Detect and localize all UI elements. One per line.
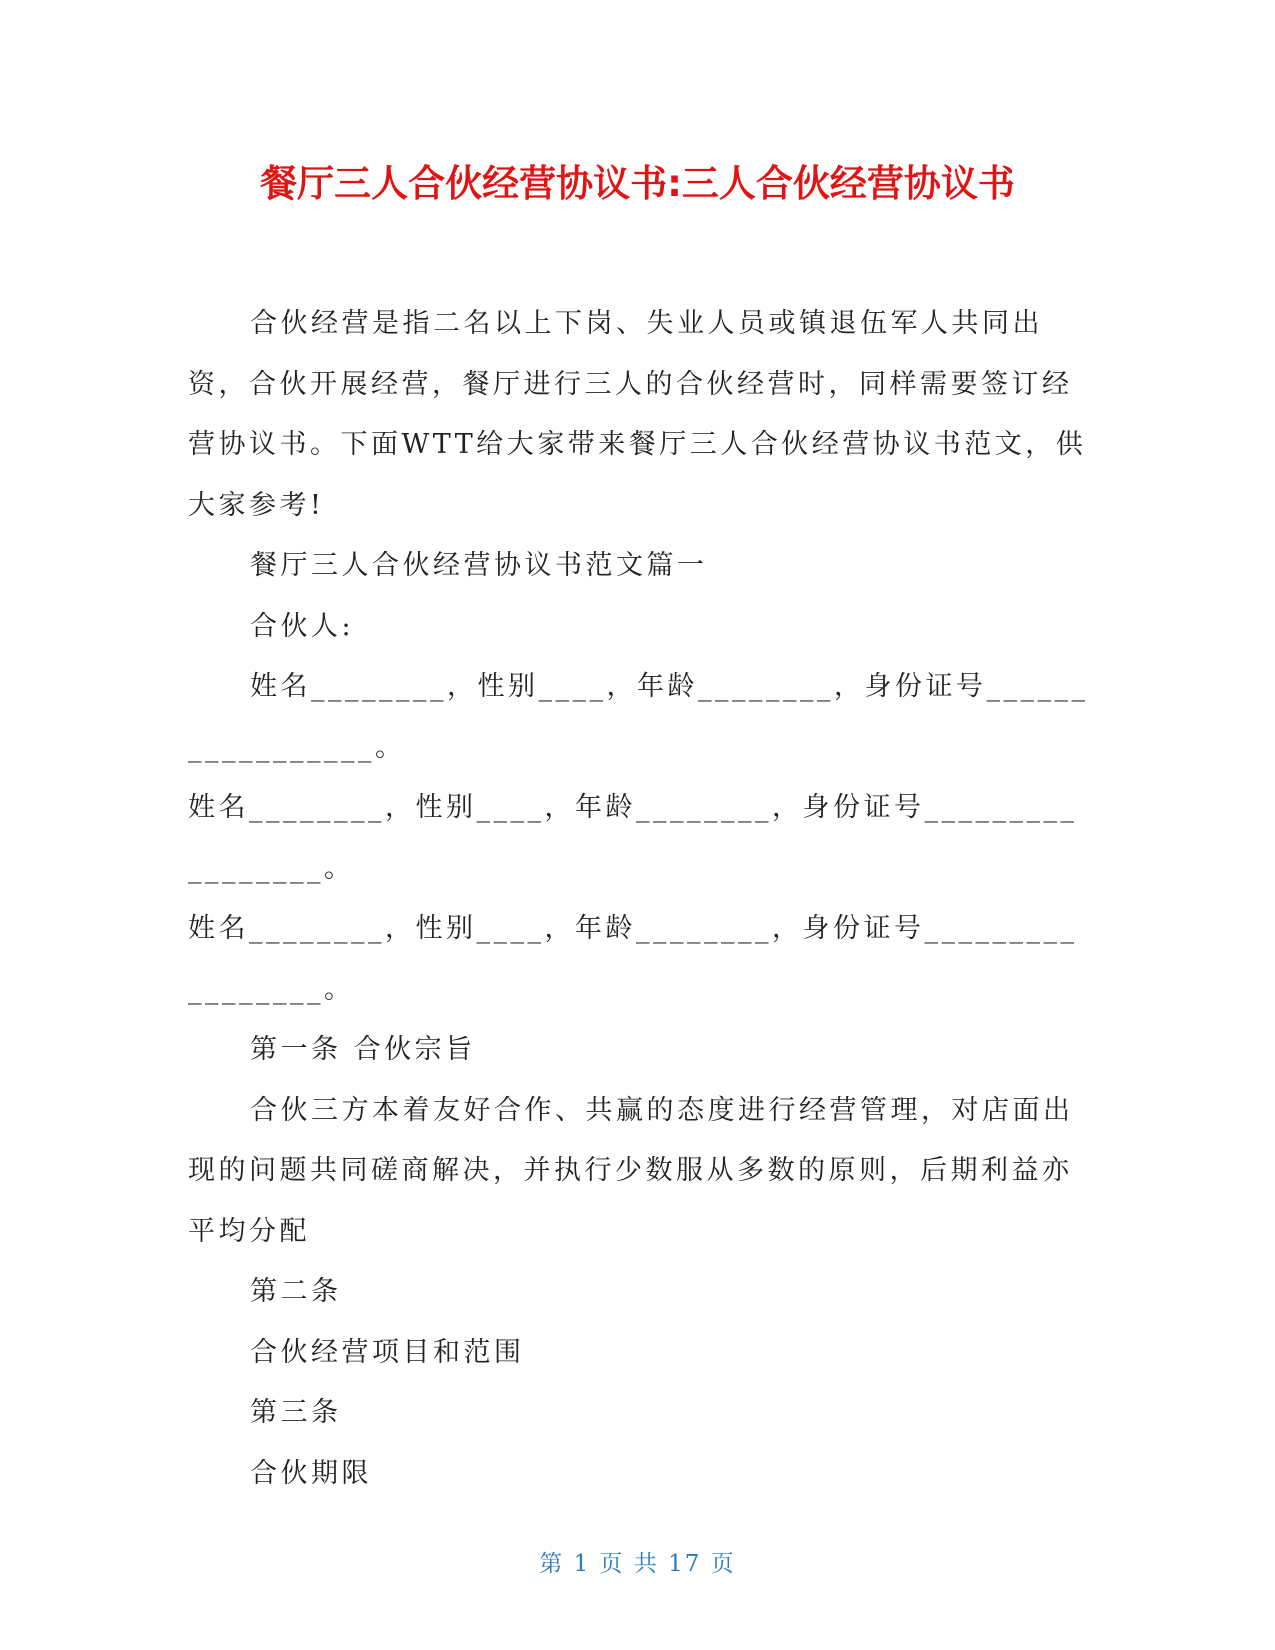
document-body (188, 294, 1093, 1504)
footer-suffix: 页 (710, 1551, 736, 1577)
footer-total-pages: 17 (668, 1551, 702, 1577)
article-2-heading: 第二条 (250, 1276, 342, 1307)
footer-prefix: 第 (539, 1551, 565, 1577)
article-3-body: 合伙期限 (250, 1457, 372, 1489)
article-1-heading: 第一条 合伙宗旨 (250, 1034, 476, 1065)
document-title: 餐厅三人合伙经营协议书:三人合伙经营协议书 (260, 162, 1015, 205)
article-1-body: 合伙三方本着友好合作、共赢的态度进行经营管理，对店面出现的问题共同磋商解决，并执行少数服从多数的原则，后期利益亦平均分配 (188, 1094, 1074, 1247)
footer-current-page: 1 (573, 1551, 591, 1577)
page-footer (0, 1545, 1275, 1578)
section-heading-sample-one: 餐厅三人合伙经营协议书范文篇一 (250, 550, 708, 581)
footer-middle: 页 共 (599, 1551, 659, 1577)
intro-paragraph: 合伙经营是指二名以上下岗、失业人员或镇退伍军人共同出资，合伙开展经营，餐厅进行三人的合伙经营时，同样需要签订经营协议书。下面WTT给大家带来餐厅三人合伙经营协议书范文，供大家参考! (188, 308, 1087, 521)
partners-label: 合伙人: (250, 610, 355, 642)
partner-info-line-2: 姓名________，性别____，年龄________，身份证号_________________。 (188, 792, 1078, 884)
article-3-heading: 第三条 (250, 1397, 342, 1428)
article-2-body: 合伙经营项目和范围 (250, 1336, 525, 1368)
partner-info-line-3: 姓名________，性别____，年龄________，身份证号_________________。 (188, 913, 1078, 1005)
partner-info-line-1: 姓名________，性别____，年龄________，身份证号_________________。 (188, 671, 1089, 763)
